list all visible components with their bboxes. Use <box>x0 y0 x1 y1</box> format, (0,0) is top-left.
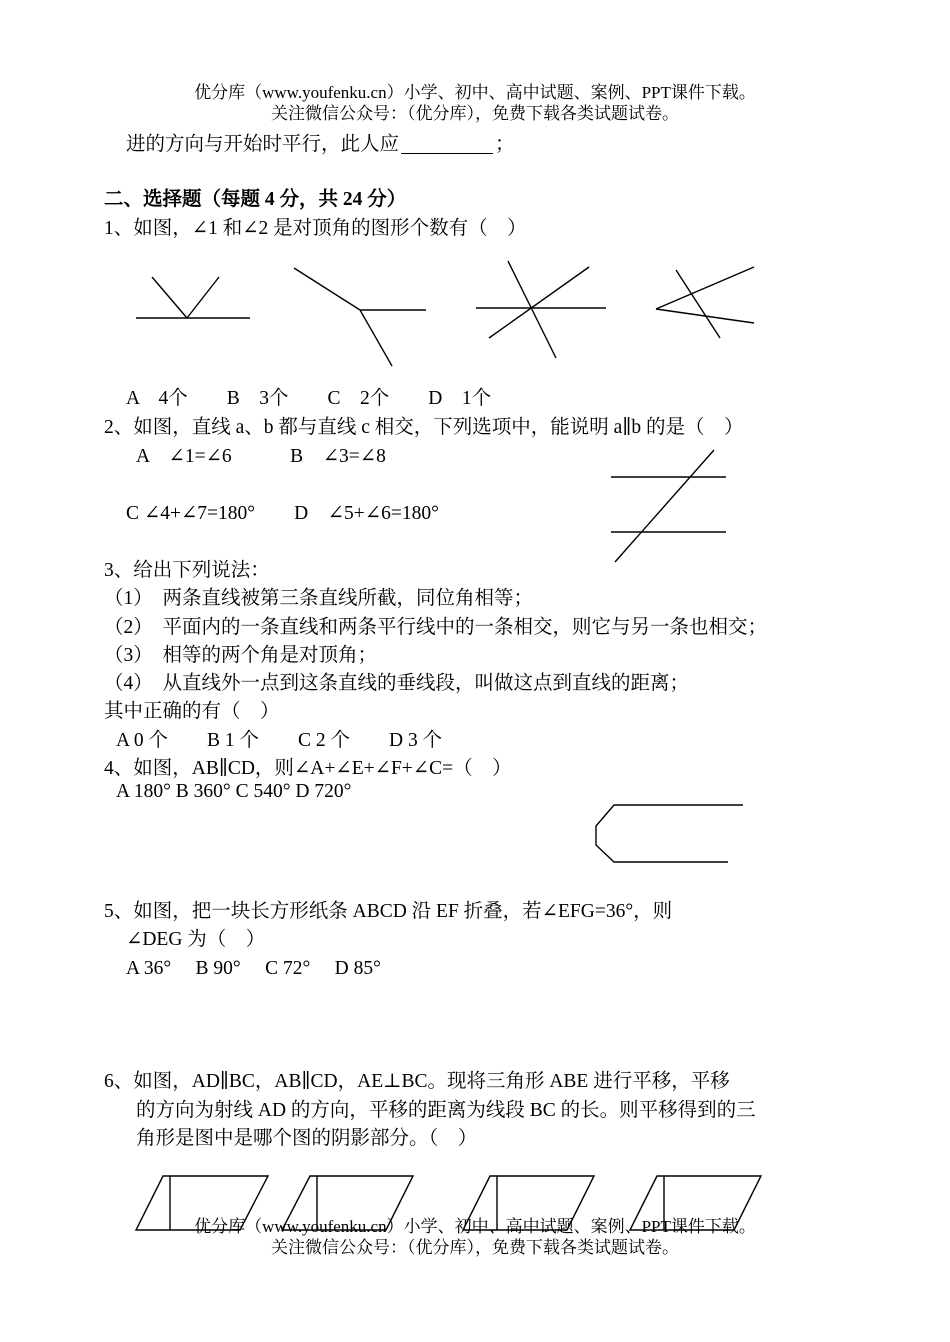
section-title: 二、选择题（每题 4 分，共 24 分） <box>104 189 407 210</box>
q2-options-cd: C ∠4+∠7=180° D ∠5+∠6=180° <box>126 503 439 524</box>
q2-stem: 2、如图，直线 a、b 都与直线 c 相交，下列选项中，能说明 a∥b 的是（ ） <box>104 417 744 438</box>
q3-item-1: （1） 两条直线被第三条直线所截，同位角相等； <box>104 588 534 609</box>
q6-stem-line2: 的方向为射线 AD 的方向，平移的距离为线段 BC 的长。则平移得到的三 <box>136 1100 756 1121</box>
q2-options-ab: A ∠1=∠6 B ∠3=∠8 <box>136 446 386 467</box>
carryover-text: 进的方向与开始时平行，此人应 <box>126 134 400 155</box>
q3-options: A 0 个 B 1 个 C 2 个 D 3 个 <box>116 730 443 751</box>
q4-stem: 4、如图，AB∥CD，则∠A+∠E+∠F+∠C=（ ） <box>104 758 512 779</box>
q1-stem: 1、如图，∠1 和∠2 是对顶角的图形个数有（ ） <box>104 218 527 239</box>
q3-item-2: （2） 平面内的一条直线和两条平行线中的一条相交，则它与另一条也相交； <box>104 617 768 638</box>
q3-item-4: （4） 从直线外一点到这条直线的垂线段，叫做这点到直线的距离； <box>104 673 690 694</box>
q3-stem: 3、给出下列说法： <box>104 560 270 581</box>
page-footer-line2: 关注微信公众号：（优分库），免费下载各类试题试卷。 <box>271 1238 679 1257</box>
q6-stem-line1: 6、如图，AD∥BC，AB∥CD，AE⊥BC。现将三角形 ABE 进行平移，平移 <box>104 1071 730 1092</box>
page-header-line2: 关注微信公众号：（优分库），免费下载各类试题试卷。 <box>271 104 679 123</box>
page-footer-line1: 优分库（www.youfenku.cn）小学、初中、高中试题、案例、PPT课件下载。 <box>194 1217 756 1236</box>
carryover-end: ； <box>495 134 515 155</box>
q5-options: A 36° B 90° C 72° D 85° <box>126 958 381 979</box>
q5-stem-line2: ∠DEG 为（ ） <box>126 929 266 950</box>
q5-stem-line1: 5、如图，把一块长方形纸条 ABCD 沿 EF 折叠，若∠EFG=36°，则 <box>104 901 673 922</box>
q4-options: A 180° B 360° C 540° D 720° <box>116 781 352 802</box>
page-header-line1: 优分库（www.youfenku.cn）小学、初中、高中试题、案例、PPT课件下载。 <box>194 83 756 102</box>
q3-item-3: （3） 相等的两个角是对顶角； <box>104 645 378 666</box>
q3-conclusion: 其中正确的有（ ） <box>104 701 280 722</box>
q1-options: A 4个 B 3个 C 2个 D 1个 <box>126 388 492 409</box>
q6-stem-line3: 角形是图中是哪个图的阴影部分。（ ） <box>136 1128 478 1149</box>
